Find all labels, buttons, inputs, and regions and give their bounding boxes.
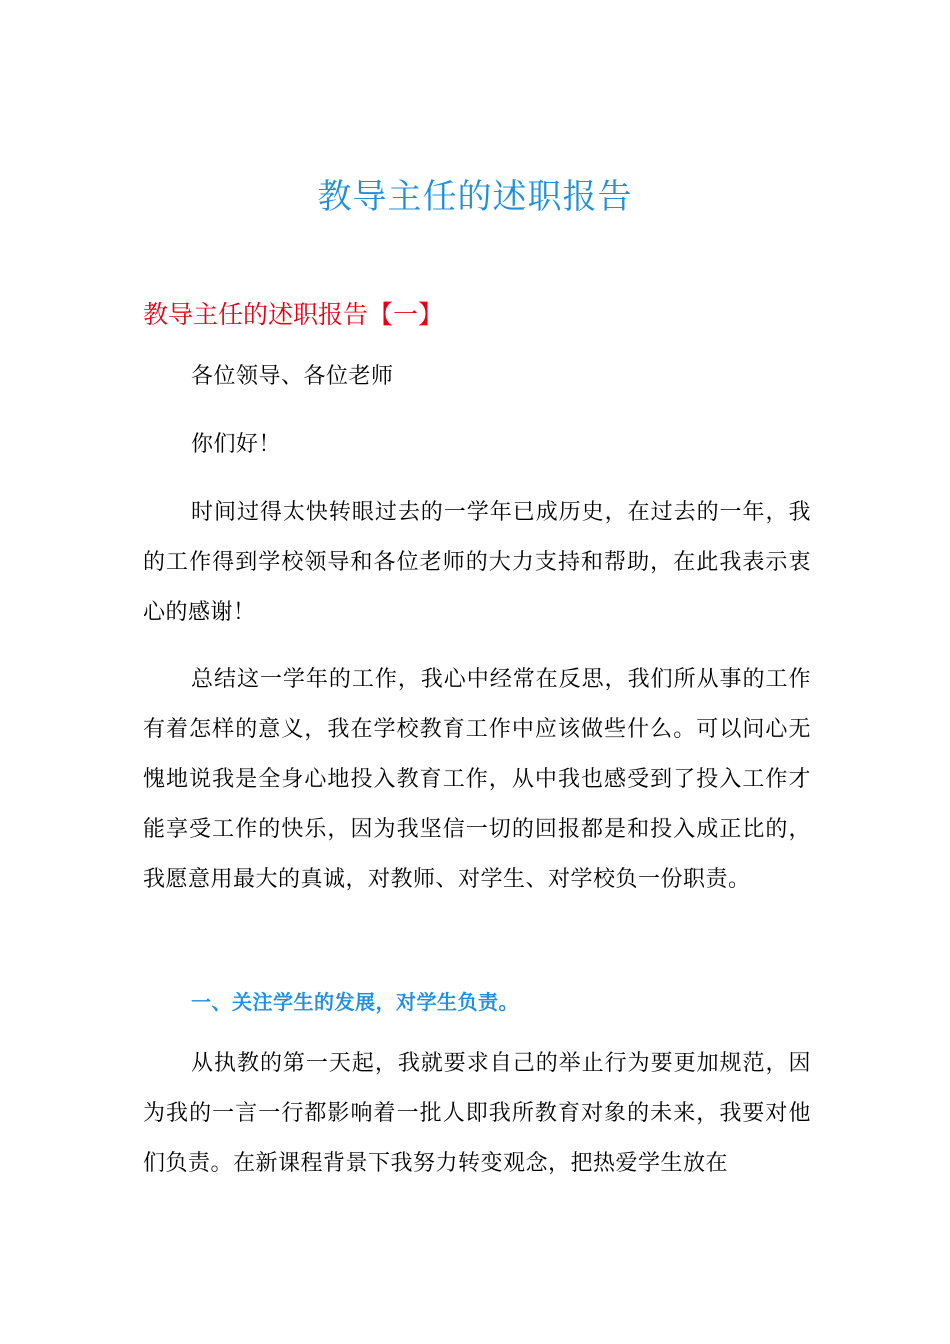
salutation-text: 各位领导、各位老师 xyxy=(191,364,394,389)
subheading-1: 一、关注学生的发展，对学生负责。 xyxy=(191,990,519,1014)
body-paragraph-2: 总结这一学年的工作，我心中经常在反思，我们所从事的工作有着怎样的意义，我在学校教育工作中应该做些什么。可以问心无愧地说我是全身心地投入教育工作，从中我也感受到了投入工作才能享受工作的快乐，因为我坚信一切的回报都是和投入成正比的，我愿意用最大的真诚，对教师、对学生、对学校负一份职责。 xyxy=(143,667,811,892)
body-paragraph-3: 从执教的第一天起，我就要求自己的举止行为要更加规范，因为我的一言一行都影响着一批人即我所教育对象的未来，我要对他们负责。在新课程背景下我努力转变观念，把热爱学生放在 xyxy=(143,1051,811,1176)
document-title: 教导主任的述职报告 xyxy=(317,177,633,217)
body-paragraph-1: 时间过得太快转眼过去的一学年已成历史，在过去的一年，我的工作得到学校领导和各位老师的大力支持和帮助，在此我表示衷心的感谢！ xyxy=(143,500,811,625)
section-title: 教导主任的述职报告【一】 xyxy=(143,300,444,329)
greeting-text: 你们好！ xyxy=(191,432,282,457)
